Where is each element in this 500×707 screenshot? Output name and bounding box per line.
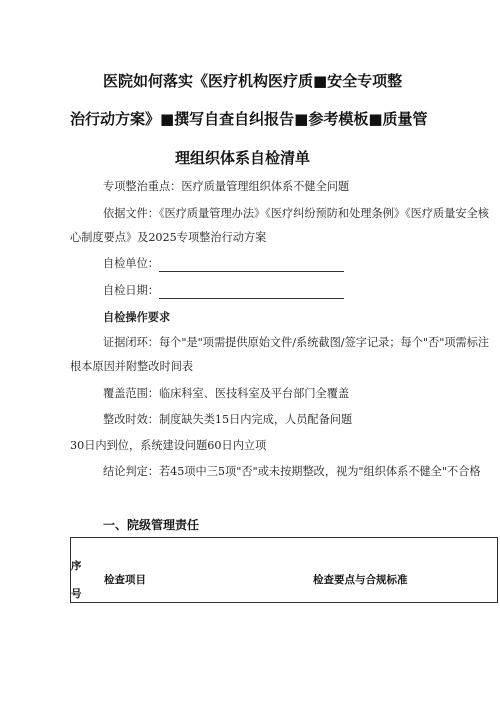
table-header-seq-top: 序 <box>71 560 82 572</box>
evidence-paragraph: 证据闭环：每个"是"项需提供原始文件/系统截图/签字记录；每个"否"项需标注根本原因并附整改时间表 <box>70 336 490 373</box>
basis-paragraph: 依据文件：《医疗质量管理办法》《医疗纠纷预防和处理条例》《医疗质量安全核心制度要点》及2025专项整治行动方案 <box>70 207 489 244</box>
date-field-row <box>103 279 344 303</box>
date-label: 自检日期： <box>103 284 159 297</box>
table-header-seq-bottom: 号 <box>71 588 82 600</box>
unit-label: 自检单位： <box>103 257 159 270</box>
requirements-heading: 自检操作要求 <box>103 310 171 324</box>
section-heading: 一、院级管理责任 <box>103 518 200 532</box>
document-title-line-1: 医院如何落实《医疗机构医疗质■安全专项整 <box>103 72 403 90</box>
checklist-table <box>70 537 498 603</box>
table-header-requirements: 检查要点与合规标准 <box>313 574 408 586</box>
conclusion-paragraph: 结论判定：若45项中三5项"否"或未按期整改，视为"组织体系不健全"不合格 <box>103 465 481 478</box>
timeliness-paragraph-line-2: 30日内到位，系统建设问题60日内立项 <box>70 439 267 452</box>
focus-paragraph: 专项整治重点：医疗质量管理组织体系不健全问题 <box>103 180 350 193</box>
document-title-line-2: 治行动方案》■撰写自查自纠报告■参考模板■质量管 <box>70 110 428 128</box>
date-blank-line[interactable] <box>159 284 344 299</box>
timeliness-paragraph-line-1: 整改时效：制度缺失类15日内完成，人员配备问题 <box>103 413 353 426</box>
unit-field-row <box>103 252 344 276</box>
unit-blank-line[interactable] <box>159 257 344 272</box>
scope-paragraph: 覆盖范围：临床科室、医技科室及平台部门全覆盖 <box>103 387 350 400</box>
document-title-line-3: 理组织体系自检清单 <box>175 149 311 167</box>
table-header-item: 检查项目 <box>104 574 146 586</box>
